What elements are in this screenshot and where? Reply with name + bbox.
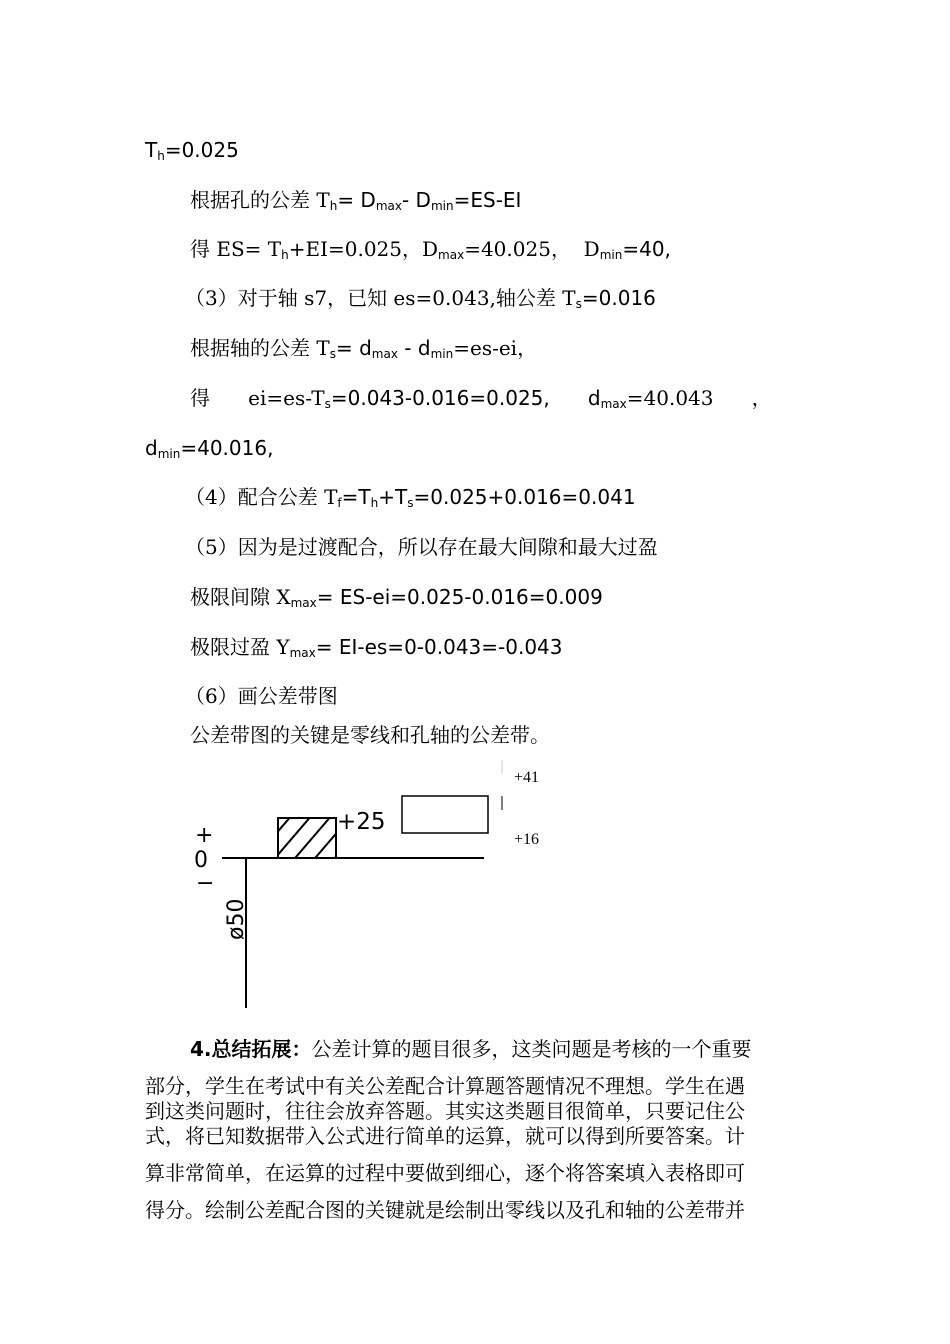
zero-label: 0: [194, 848, 208, 873]
text-segment: 极限过盈 Y: [190, 635, 290, 659]
subscript: s: [324, 397, 331, 411]
minus-sign: −: [196, 871, 215, 896]
subscript: min: [157, 447, 181, 461]
subscript: min: [430, 199, 454, 213]
text-segment: （5）因为是过渡配合，所以存在最大间隙和最大过盈: [185, 535, 658, 559]
text-segment: = EI-es=0-0.043=-0.043: [315, 635, 563, 659]
text-segment: =0.025+0.016=0.041: [413, 485, 636, 509]
summary-line: [145, 1194, 810, 1223]
text-segment: （4）配合公差 T: [185, 485, 338, 509]
shaft-lower-deviation: +16: [514, 831, 540, 848]
text-segment: 公差带图的关键是零线和孔轴的公差带。: [190, 723, 550, 747]
hole-upper-deviation: +25: [337, 809, 386, 835]
summary-line: [190, 1033, 855, 1062]
subscript: max: [289, 646, 316, 660]
summary-text: 到这类问题时，往往会放弃答题。其实这类题目很简单，只要记住公: [145, 1099, 745, 1123]
text-segment: （6）画公差带图: [185, 684, 338, 708]
shaft-tolerance-zone: [402, 796, 488, 833]
basic-size-label: ø50: [224, 898, 249, 940]
summary-text: 部分，学生在考试中有关公差配合计算题答题情况不理想。学生在遇: [145, 1074, 745, 1098]
subscript: s: [407, 496, 414, 510]
subscript: h: [281, 248, 289, 262]
text-segment: d: [145, 436, 158, 460]
text-segment: 极限间隙 X: [190, 585, 291, 609]
summary-text: 算非常简单，在运算的过程中要做到细心，逐个将答案填入表格即可: [145, 1161, 745, 1185]
text-segment: =ES-EI: [453, 188, 522, 212]
text-segment: =T: [341, 485, 371, 509]
subscript: h: [157, 149, 165, 163]
text-segment: T: [145, 138, 158, 162]
shaft-upper-deviation: +41: [514, 769, 540, 786]
summary-text: 得分。绘制公差配合图的关键就是绘制出零线以及孔和轴的公差带并: [145, 1198, 745, 1222]
text-segment: =0.016: [581, 286, 656, 310]
text-segment: - D: [401, 188, 431, 212]
text-segment: （3）对于轴 s7，已知 es=0.043,轴公差 T: [185, 286, 576, 310]
subscript: min: [430, 347, 454, 361]
text-segment: 根据孔的公差 T: [190, 188, 330, 212]
subscript: s: [329, 347, 336, 361]
text-segment: - d: [397, 336, 431, 360]
subscript: max: [290, 596, 317, 610]
subscript: h: [329, 199, 338, 213]
plus-sign: +: [195, 823, 214, 848]
text-segment: =es-ei，: [453, 336, 538, 360]
subscript: s: [575, 297, 582, 311]
text-segment: =0.043-0.016=0.025, d: [330, 386, 601, 410]
subscript: f: [337, 496, 342, 510]
subscript: max: [600, 397, 627, 411]
text-segment: +T: [378, 485, 408, 509]
summary-line: [145, 1120, 810, 1149]
subscript: max: [438, 248, 465, 262]
text-segment: =40.043 ，: [626, 386, 772, 410]
summary-text: 式，将已知数据带入公式进行简单的运算，就可以得到所要答案。计: [145, 1124, 745, 1148]
subscript: max: [371, 347, 398, 361]
text-segment: =40,: [622, 237, 671, 261]
text-segment: =40.016,: [180, 436, 274, 460]
summary-line: [145, 1157, 810, 1186]
text-segment: 根据轴的公差 T: [190, 336, 330, 360]
text-segment: =0.025: [164, 138, 239, 162]
summary-text: 公差计算的题目很多，这类问题是考核的一个重要: [311, 1037, 752, 1061]
summary-heading: 4.总结拓展：: [190, 1037, 312, 1061]
text-segment: = D: [337, 188, 376, 212]
text-segment: =40.025， D: [464, 237, 600, 261]
text-segment: = d: [335, 336, 372, 360]
subscript: min: [599, 248, 623, 262]
text-segment: +EI=0.025，D: [288, 237, 439, 261]
text-segment: = ES-ei=0.025-0.016=0.009: [316, 585, 603, 609]
text-segment: 得 ei=es-T: [190, 386, 325, 410]
text-segment: 得 ES= T: [190, 237, 282, 261]
subscript: max: [375, 199, 402, 213]
subscript: h: [370, 496, 379, 510]
